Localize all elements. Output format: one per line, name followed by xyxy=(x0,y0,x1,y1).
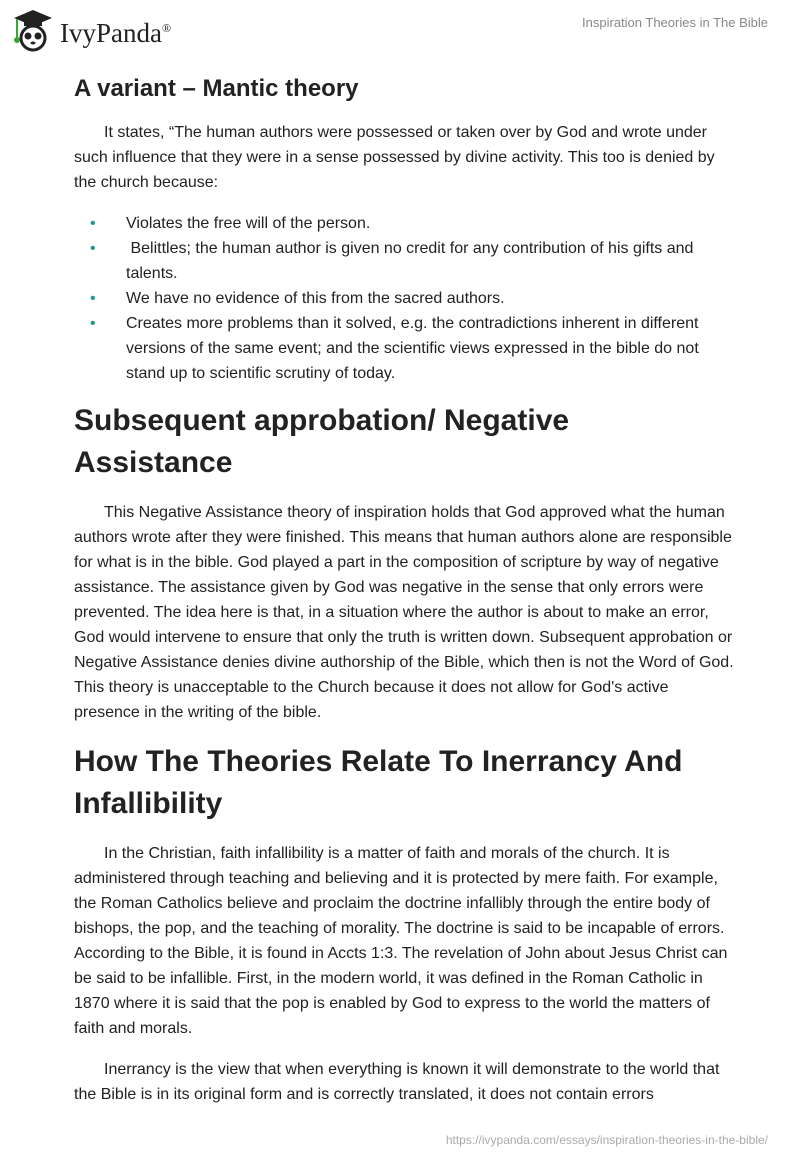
bullet-list xyxy=(74,211,734,386)
bullet-icon: • xyxy=(90,215,96,232)
document-title: Inspiration Theories in The Bible xyxy=(582,15,768,30)
section-heading: Subsequent approbation/ Negative Assistance xyxy=(74,404,570,479)
list-item xyxy=(74,211,734,236)
bullet-icon: • xyxy=(90,315,96,332)
registered-mark: ® xyxy=(161,20,172,35)
paragraph: In the Christian, faith infallibility is a matter of faith and morals of the church. It is administered through teaching and believing and it is protected by mere faith. For example, the Roman Catholics believe and proclaim the doctrine infallibly through the entire body of bishops, the pop, and the teaching of morality. The doctrine is said to be incapable of errors. According to the Bible, it is found in Accts 1:3. The revelation of John about Jesus Christ can be said to be infallible. First, in the modern world, it was defined in the Roman Catholic in 1870 where it is said that the pop is enabled by God to express to the world the matters of faith and morals. xyxy=(74,845,728,1037)
paragraph: This Negative Assistance theory of inspiration holds that God approved what the human authors wrote after they were finished. This means that human authors alone are responsible for what is in the bible. God played a part in the composition of scripture by way of negative assistance. The assistance given by God was negative in the sense that only errors were prevented. The idea here is that, in a situation where the author is about to make an error, God would intervene to ensure that only the truth is written down. Subsequent approbation or Negative Assistance denies divine authorship of the Bible, which then is not the Word of God. This theory is unacceptable to the Church because it does not allow for God's active presence in the writing of the bible. xyxy=(74,504,734,721)
list-item xyxy=(74,286,734,311)
paragraph: It states, “The human authors were possessed or taken over by God and wrote under such influence that they were in a sense possessed by divine activity. This too is denied by the church because: xyxy=(74,124,715,191)
ivypanda-logo[interactable] xyxy=(12,8,171,52)
bullet-icon: • xyxy=(90,290,96,307)
section-heading: A variant – Mantic theory xyxy=(74,75,359,102)
list-item-text: Violates the free will of the person. xyxy=(126,215,371,232)
bullet-icon: • xyxy=(90,240,96,257)
paragraph: Inerrancy is the view that when everything is known it will demonstrate to the world that the Bible is in its original form and is correctly translated, it does not contain errors xyxy=(74,1061,720,1103)
list-item xyxy=(74,236,734,286)
list-item xyxy=(74,311,734,386)
section-heading: How The Theories Relate To Inerrancy And Infallibility xyxy=(74,745,683,820)
source-url[interactable]: https://ivypanda.com/essays/inspiration-theories-in-the-bible/ xyxy=(445,1133,768,1147)
article-body xyxy=(74,70,734,1123)
logo-text: IvyPanda xyxy=(60,17,162,48)
page-header xyxy=(0,0,800,60)
panda-graduate-icon xyxy=(12,8,54,52)
list-item-text: We have no evidence of this from the sacred authors. xyxy=(126,290,505,307)
list-item-text: Belittles; the human author is given no credit for any contribution of his gifts and talents. xyxy=(126,240,698,282)
list-item-text: Creates more problems than it solved, e.g. the contradictions inherent in different versions of the same event; and the scientific views expressed in the bible do not stand up to scientific scrutiny of today. xyxy=(126,315,699,382)
